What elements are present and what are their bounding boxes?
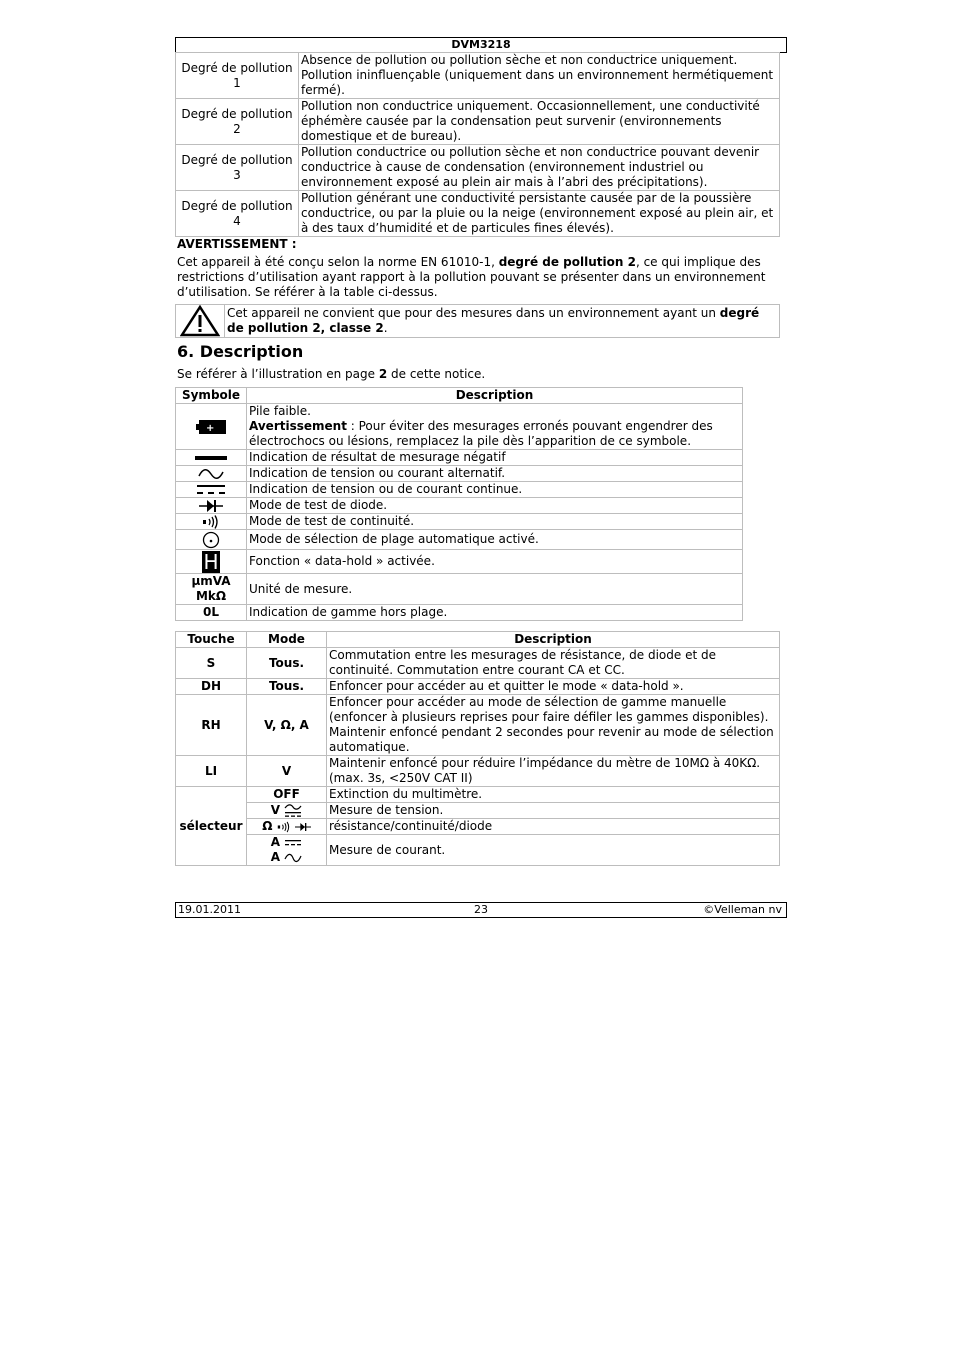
description-cell: Mode de test de continuité.	[247, 514, 743, 530]
voltage-mode-label: V	[270, 803, 281, 817]
symbol-table	[175, 387, 743, 621]
caution-text-2: .	[383, 321, 388, 335]
table-row	[176, 695, 780, 756]
table-row	[176, 550, 743, 574]
pollution-level: Degré de pollution 4	[176, 191, 299, 237]
ac-dc-icon	[284, 804, 302, 818]
key-cell: S	[176, 648, 247, 679]
ac-wave-icon	[197, 467, 225, 481]
caution-text	[225, 305, 780, 338]
description-cell: Mesure de courant.	[327, 835, 780, 866]
warning-text-2: , ce qui implique des restrictions d’utilisation ayant rapport à la pollution pouvant se présenter dans un environnement d’utilisation. Se référer à la table ci-dessus.	[177, 255, 766, 299]
symbol-cell	[176, 404, 247, 450]
mode-cell	[247, 835, 327, 866]
description-cell: Commutation entre les mesurages de résistance, de diode et de continuité. Commutation entre courant CA et CC.	[327, 648, 780, 679]
table-header-row	[176, 632, 780, 648]
pollution-description: Pollution non conductrice uniquement. Occasionnellement, une conductivité éphémère causée par la condensation peut survenir (environnements domestique et de bureau).	[299, 99, 780, 145]
units-line-1: μmVA	[191, 574, 231, 588]
description-cell: Indication de tension ou courant alternatif.	[247, 466, 743, 482]
table-row	[176, 679, 780, 695]
description-cell: Indication de résultat de mesurage négatif	[247, 450, 743, 466]
symbol-cell	[176, 466, 247, 482]
symbol-cell	[176, 514, 247, 530]
pollution-level: Degré de pollution 3	[176, 145, 299, 191]
key-table	[175, 631, 780, 866]
warning-paragraph	[177, 255, 777, 300]
intro-text-2: de cette notice.	[387, 367, 486, 381]
pollution-description: Pollution conductrice ou pollution sèche et non conductrice pouvant devenir conductrice à cause de condensation (environnement industriel ou environnement exposé au plein air mais à l’abri des précipitations).	[299, 145, 780, 191]
battery-line-1: Pile faible.	[249, 404, 311, 418]
intro-text-bold: 2	[378, 367, 388, 381]
pollution-level: Degré de pollution 1	[176, 53, 299, 99]
minus-sign-icon	[195, 456, 227, 460]
table-row	[176, 404, 743, 450]
mode-cell	[247, 803, 327, 819]
warning-heading: AVERTISSEMENT :	[177, 237, 297, 251]
svg-text:+: +	[206, 422, 215, 434]
diode-icon	[199, 499, 223, 513]
footer-date: 19.01.2011	[178, 903, 241, 916]
table-row	[176, 819, 780, 835]
page-number: 23	[474, 903, 488, 916]
description-cell: Extinction du multimètre.	[327, 787, 780, 803]
description-cell	[247, 404, 743, 450]
symbol-cell	[176, 482, 247, 498]
description-cell: Indication de gamme hors plage.	[247, 605, 743, 621]
symbol-cell: 0L	[176, 605, 247, 621]
table-row	[176, 466, 743, 482]
table-row	[176, 787, 780, 803]
pollution-description: Absence de pollution ou pollution sèche et non conductrice uniquement. Pollution ininfluençable (uniquement dans un environnement hermétiquement fermé).	[299, 53, 780, 99]
current-dc-label: A	[270, 835, 281, 849]
table-row	[176, 482, 743, 498]
caution-box	[175, 304, 780, 338]
description-cell: Indication de tension ou de courant continue.	[247, 482, 743, 498]
caution-icon-cell	[176, 305, 225, 338]
table-row	[176, 53, 780, 99]
ohm-mode-label: Ω	[262, 819, 273, 833]
battery-icon	[196, 420, 226, 434]
table-row	[176, 450, 743, 466]
section-intro	[177, 367, 485, 381]
intro-text-1: Se référer à l’illustration en page	[177, 367, 379, 381]
ac-wave-icon	[284, 853, 302, 863]
key-cell: sélecteur	[176, 787, 247, 866]
key-cell: DH	[176, 679, 247, 695]
page-header	[175, 37, 787, 53]
units-line-2: MkΩ	[195, 589, 227, 603]
symbol-cell	[176, 550, 247, 574]
description-cell: Enfoncer pour accéder au et quitter le mode « data-hold ».	[327, 679, 780, 695]
mode-cell: Tous.	[247, 648, 327, 679]
column-header-mode: Mode	[247, 632, 327, 648]
current-ac-label: A	[270, 850, 281, 864]
battery-line-2: : Pour éviter des mesurages erronés pouvant engendrer des électrochocs ou lésions, remplacez la pile dès l’apparition de ce symbole.	[249, 419, 713, 448]
continuity-icon	[277, 821, 291, 833]
table-row	[176, 145, 780, 191]
mode-cell	[247, 819, 327, 835]
diode-icon	[295, 821, 311, 833]
column-header-description: Description	[247, 388, 743, 404]
table-row	[176, 191, 780, 237]
warning-text-1: Cet appareil à été conçu selon la norme EN 61010-1,	[177, 255, 499, 269]
description-cell: Unité de mesure.	[247, 574, 743, 605]
column-header-description: Description	[327, 632, 780, 648]
key-cell: RH	[176, 695, 247, 756]
mode-cell: OFF	[247, 787, 327, 803]
table-row	[176, 605, 743, 621]
data-hold-icon: H	[203, 549, 219, 574]
mode-cell: Tous.	[247, 679, 327, 695]
table-row	[176, 530, 743, 550]
mode-cell: V	[247, 756, 327, 787]
auto-range-icon	[202, 531, 220, 549]
description-cell: Enfoncer pour accéder au mode de sélection de gamme manuelle (enfoncer à plusieurs reprises pour faire défiler les gammes disponibles). Maintenir enfoncé pendant 2 secondes pour revenir au mode de sélection automatique.	[327, 695, 780, 756]
caution-text-1: Cet appareil ne convient que pour des mesures dans un environnement ayant un	[227, 306, 720, 320]
pollution-degree-table	[175, 52, 780, 237]
description-cell: Fonction « data-hold » activée.	[247, 550, 743, 574]
dc-icon	[284, 838, 302, 848]
table-row	[176, 99, 780, 145]
table-row	[176, 514, 743, 530]
section-title: 6. Description	[177, 342, 304, 361]
pollution-description: Pollution générant une conductivité persistante causée par de la poussière conductrice, ou par la pluie ou la neige (environnement exposé au plein air, et à des taux d’humidité et de particules fines élevés).	[299, 191, 780, 237]
symbol-cell	[176, 498, 247, 514]
description-cell: résistance/continuité/diode	[327, 819, 780, 835]
column-header-key: Touche	[176, 632, 247, 648]
symbol-cell	[176, 450, 247, 466]
battery-warning-bold: Avertissement	[249, 419, 347, 433]
table-row	[176, 756, 780, 787]
symbol-cell	[176, 574, 247, 605]
dc-icon	[196, 483, 226, 497]
model-name: DVM3218	[451, 38, 511, 51]
table-row	[176, 803, 780, 819]
warning-triangle-icon	[180, 305, 220, 337]
warning-text-bold: degré de pollution 2	[498, 255, 636, 269]
footer-copyright: ©Velleman nv	[703, 903, 782, 916]
mode-cell: V, Ω, A	[247, 695, 327, 756]
description-cell: Maintenir enfoncé pour réduire l’impédance du mètre de 10MΩ à 40KΩ. (max. 3s, <250V CAT II)	[327, 756, 780, 787]
description-cell: Mesure de tension.	[327, 803, 780, 819]
symbol-cell	[176, 530, 247, 550]
description-cell: Mode de sélection de plage automatique activé.	[247, 530, 743, 550]
table-header-row	[176, 388, 743, 404]
table-row	[176, 835, 780, 866]
key-cell: LI	[176, 756, 247, 787]
table-row	[176, 574, 743, 605]
table-row	[176, 498, 743, 514]
description-cell: Mode de test de diode.	[247, 498, 743, 514]
column-header-symbol: Symbole	[176, 388, 247, 404]
caution-text-bold: degré de pollution 2, classe 2	[227, 306, 760, 335]
pollution-level: Degré de pollution 2	[176, 99, 299, 145]
table-row	[176, 648, 780, 679]
page-footer	[175, 902, 787, 918]
continuity-icon	[202, 515, 220, 529]
